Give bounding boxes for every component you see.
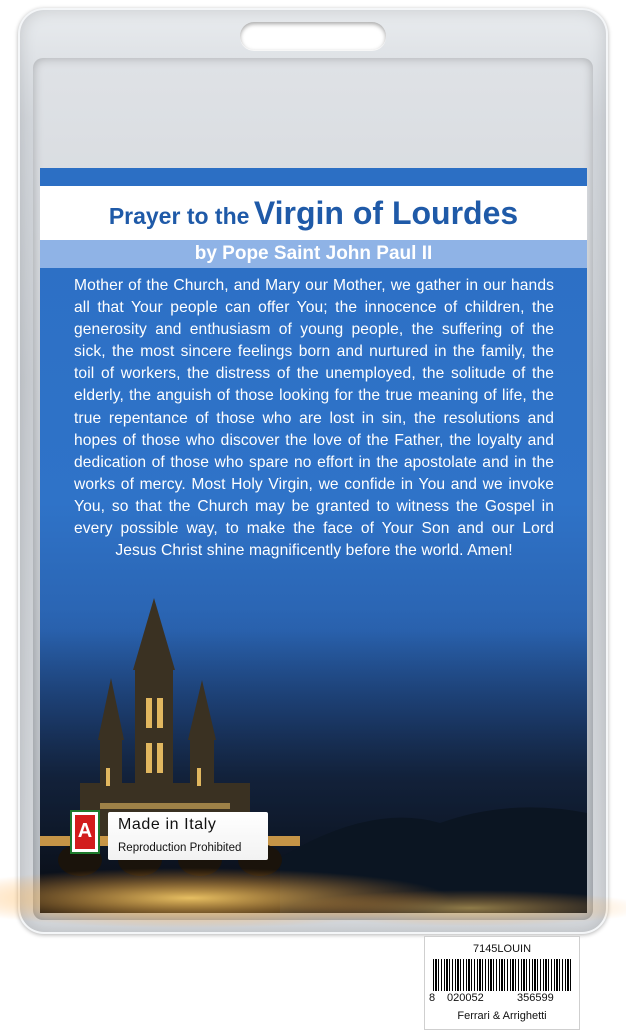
barcode-label: [424, 936, 580, 1030]
origin-box: [108, 812, 268, 860]
title-prefix: Prayer to the: [108, 203, 250, 229]
company-name: Ferrari & Arrighetti: [457, 1010, 547, 1022]
sku-code: 7145LOUIN: [472, 943, 532, 955]
title-main: Virgin of Lourdes: [253, 195, 519, 231]
title-band: [40, 186, 587, 240]
hang-slot: [240, 22, 386, 50]
reproduction-text: Reproduction Prohibited: [118, 842, 242, 854]
made-in-text: Made in Italy: [118, 816, 217, 833]
barcode-digits-left: 020052: [447, 992, 484, 1004]
prayer-card: [40, 168, 587, 1022]
prayer-text: Mother of the Church, and Mary our Mother, we gather in our hands all that Your people can offer You; the innocence of children, the generosity and enthusiasm of young people, the suffering of the sick, the most sincere feelings born and nurtured in the family, the toil of workers, the distress of the unemployed, the solitude of the elderly, the anguish of those looking for the true meaning of life, the true repentance of those who are lost in sin, the resolutions and hopes of those who discover the love of the Father, the loyalty and dedication of those who spare no effort in the apostolate and in the works of mercy. Most Holy Virgin, we confide in You and we invoke You, so that the Church may be granted to witness the Gospel in every possible way, to make the face of Your Son and our Lord Jesus Christ shine magnificently before the world. Amen!: [74, 277, 554, 560]
subtitle: by Pope Saint John Paul II: [40, 240, 587, 268]
publisher-logo-icon: A: [70, 810, 100, 854]
lourdes-night-scene: [40, 608, 587, 913]
barcode-digit-first: 8: [429, 992, 436, 1004]
barcode-digits-right: 356599: [517, 992, 554, 1004]
barcode-bars: [433, 959, 571, 991]
